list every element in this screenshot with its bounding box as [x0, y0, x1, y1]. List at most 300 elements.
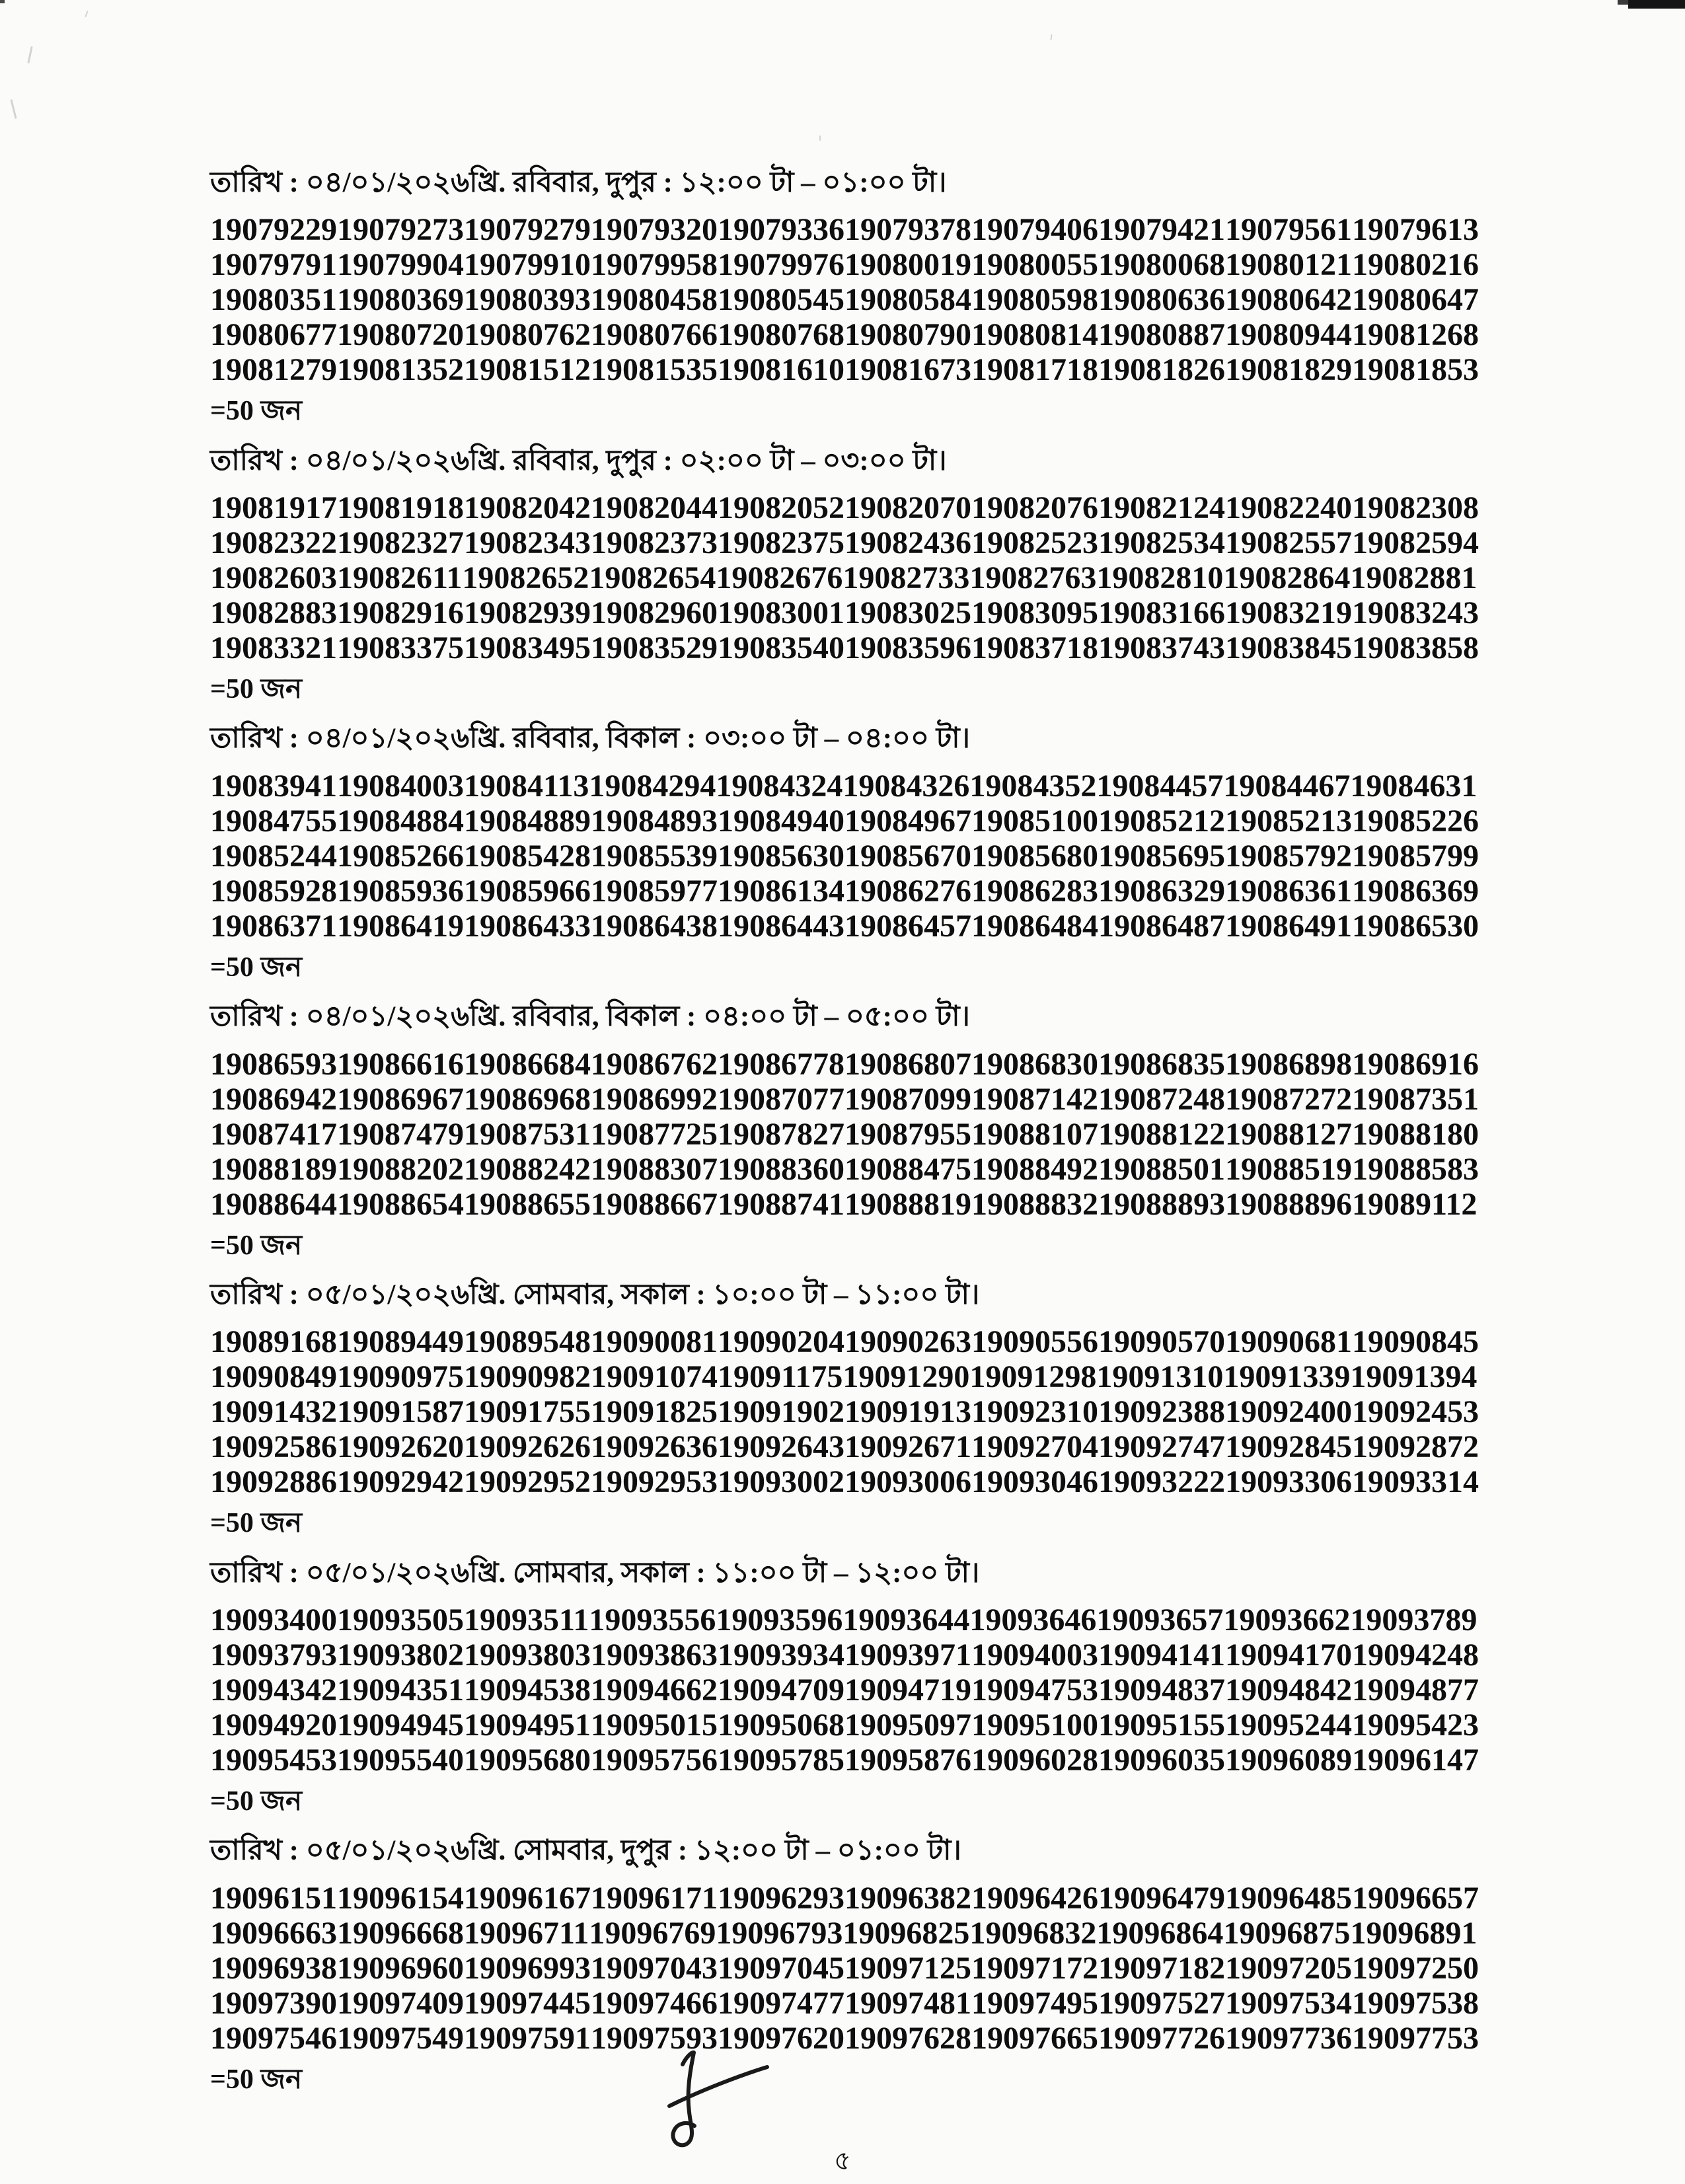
roll-number: 19095756 — [591, 1743, 718, 1778]
roll-number: 19088307 — [591, 1151, 718, 1187]
schedule-section — [210, 722, 1479, 983]
section-date-header: তারিখ : ০৫/০১/২০২৬খ্রি. সোমবার, সকাল : ১১:০০ টা – ১২:০০ টা। — [210, 1557, 980, 1589]
roll-number-row — [210, 1673, 1479, 1708]
roll-number: 19086283 — [971, 873, 1098, 909]
roll-number: 19085213 — [1225, 803, 1352, 839]
roll-number-row — [210, 352, 1479, 388]
roll-number: 19081826 — [1098, 352, 1225, 388]
roll-number-row — [210, 1359, 1478, 1395]
roll-number: 19093793 — [210, 1638, 337, 1673]
section-date-header: তারিখ : ০৫/০১/২০২৬খ্রি. সোমবার, সকাল : ১০:০০ টা – ১১:০০ টা। — [210, 1279, 980, 1310]
roll-number: 19097538 — [1352, 1985, 1479, 2021]
roll-number-row — [210, 2020, 1479, 2056]
roll-number: 19093596 — [716, 1602, 843, 1638]
roll-number: 19082960 — [591, 595, 718, 631]
roll-number: 19079336 — [718, 212, 844, 248]
roll-number-row — [210, 803, 1479, 839]
roll-number: 19082523 — [971, 525, 1098, 561]
roll-number: 19081673 — [844, 352, 971, 388]
roll-number: 19086484 — [971, 908, 1098, 944]
roll-number: 19084324 — [716, 768, 843, 804]
roll-number: 19080766 — [591, 317, 718, 353]
roll-number: 19097477 — [718, 1985, 844, 2021]
roll-number: 19095453 — [210, 1743, 337, 1778]
roll-number: 19096479 — [1098, 1880, 1225, 1916]
section-date-header: তারিখ : ০৫/০১/২০২৬খ্রি. সোমবার, দুপুর : ১২:০০ টা – ০১:০০ টা। — [210, 1835, 961, 1867]
roll-number: 19082939 — [464, 595, 591, 631]
roll-number: 19087351 — [1352, 1081, 1479, 1117]
roll-number: 19092586 — [210, 1429, 337, 1465]
roll-number: 19083743 — [1098, 630, 1225, 666]
roll-number: 19094003 — [971, 1638, 1098, 1673]
roll-number: 19093646 — [969, 1602, 1097, 1638]
roll-number-row — [210, 873, 1479, 909]
roll-number: 19085670 — [844, 838, 971, 874]
roll-number: 19082810 — [1096, 560, 1224, 596]
roll-number: 19094538 — [464, 1673, 591, 1708]
roll-number: 19095680 — [464, 1743, 591, 1778]
roll-number: 19088492 — [971, 1151, 1098, 1187]
roll-number-row — [210, 908, 1479, 944]
roll-number: 19093657 — [1096, 1602, 1224, 1638]
roll-number: 19080458 — [591, 282, 718, 318]
roll-number: 19091290 — [842, 1359, 970, 1395]
roll-number: 19088644 — [210, 1186, 337, 1222]
roll-number: 19080369 — [337, 282, 464, 318]
roll-number: 19088180 — [1352, 1116, 1479, 1152]
roll-number: 19086942 — [210, 1081, 337, 1117]
roll-number: 19081279 — [210, 352, 337, 388]
roll-number: 19088519 — [1225, 1151, 1352, 1187]
roll-number: 19084893 — [591, 803, 718, 839]
roll-number: 19085630 — [718, 838, 844, 874]
scan-edge-artifact — [1628, 0, 1685, 9]
roll-number: 19079279 — [464, 212, 591, 248]
roll-number: 19094842 — [1225, 1673, 1352, 1708]
roll-number: 19091902 — [718, 1394, 844, 1430]
roll-number: 19084631 — [1350, 768, 1478, 804]
roll-number: 19093006 — [844, 1464, 971, 1500]
schedule-section — [210, 445, 1479, 706]
section-total-count: =50 জন — [210, 952, 303, 983]
roll-number: 19097726 — [1098, 2020, 1225, 2056]
roll-number: 19088741 — [718, 1186, 844, 1222]
roll-number: 19088896 — [1225, 1186, 1352, 1222]
roll-number: 19092747 — [1098, 1429, 1225, 1465]
roll-number: 19086778 — [718, 1046, 844, 1082]
roll-number: 19082327 — [337, 525, 464, 561]
roll-number: 19093400 — [210, 1602, 337, 1638]
roll-number: 19083095 — [971, 595, 1098, 631]
roll-number: 19082534 — [1098, 525, 1225, 561]
roll-number: 19088360 — [718, 1151, 844, 1187]
roll-number: 19083596 — [844, 630, 971, 666]
roll-number: 19096154 — [337, 1880, 464, 1916]
roll-number: 19091825 — [591, 1394, 718, 1430]
signature-mark — [631, 2042, 829, 2154]
roll-number: 19096993 — [464, 1950, 591, 1986]
roll-number: 19083375 — [337, 630, 464, 666]
roll-number: 19092952 — [464, 1464, 591, 1500]
roll-number: 19087725 — [591, 1116, 718, 1152]
section-date-header: তারিখ : ০৪/০১/২০২৬খ্রি. রবিবার, বিকাল : ০৪:০০ টা – ০৫:০০ টা। — [210, 1001, 970, 1033]
roll-number: 19083941 — [210, 768, 337, 804]
roll-number: 19094837 — [1098, 1673, 1225, 1708]
roll-number: 19097445 — [464, 1985, 591, 2021]
section-date-header: তারিখ : ০৪/০১/২০২৬খ্রি. রবিবার, দুপুর : ১২:০০ টা – ০১:০০ টা। — [210, 167, 947, 198]
roll-number: 19084940 — [718, 803, 844, 839]
roll-number-row — [210, 1324, 1479, 1360]
roll-number: 19082240 — [1225, 490, 1352, 526]
roll-number: 19084457 — [1096, 768, 1224, 804]
roll-number: 19079910 — [464, 247, 591, 283]
roll-number: 19090570 — [1098, 1324, 1225, 1360]
roll-number: 19086419 — [337, 908, 464, 944]
roll-number: 19090681 — [1225, 1324, 1352, 1360]
roll-number: 19086835 — [1098, 1046, 1225, 1082]
roll-number: 19081829 — [1225, 352, 1352, 388]
roll-number: 19092453 — [1352, 1394, 1479, 1430]
roll-number: 19096663 — [210, 1915, 337, 1951]
roll-number: 19096089 — [1225, 1743, 1352, 1778]
roll-number: 19089449 — [337, 1324, 464, 1360]
roll-number: 19096147 — [1352, 1743, 1479, 1778]
roll-number: 19094719 — [844, 1673, 971, 1708]
roll-number: 19082042 — [464, 490, 591, 526]
roll-number: 19092620 — [337, 1429, 464, 1465]
roll-number: 19096035 — [1098, 1743, 1225, 1778]
roll-number: 19082436 — [844, 525, 971, 561]
roll-number: 19084755 — [210, 803, 337, 839]
roll-number: 19096711 — [464, 1915, 589, 1951]
roll-number-row — [210, 630, 1479, 666]
roll-number: 19097481 — [844, 1985, 971, 2021]
roll-number: 19087272 — [1225, 1081, 1352, 1117]
schedule-section — [210, 1557, 1479, 1818]
roll-number: 19082557 — [1225, 525, 1352, 561]
roll-number: 19086457 — [844, 908, 971, 944]
roll-number: 19084113 — [464, 768, 589, 804]
roll-number: 19097534 — [1225, 1985, 1352, 2021]
roll-number: 19086807 — [844, 1046, 971, 1082]
roll-number: 19088107 — [971, 1116, 1098, 1152]
roll-number: 19081535 — [591, 352, 718, 388]
roll-number: 19091755 — [464, 1394, 591, 1430]
roll-number: 19093662 — [1223, 1602, 1351, 1638]
roll-number: 19088475 — [844, 1151, 971, 1187]
roll-number: 19088501 — [1098, 1151, 1225, 1187]
scan-edge-artifact — [0, 0, 5, 3]
roll-number: 19079613 — [1352, 212, 1479, 248]
roll-number: 19096793 — [716, 1915, 843, 1951]
roll-number: 19082733 — [842, 560, 970, 596]
roll-number: 19093644 — [842, 1602, 970, 1638]
roll-number: 19083718 — [971, 630, 1098, 666]
roll-number-row — [210, 1081, 1479, 1117]
roll-number: 19079904 — [337, 247, 464, 283]
roll-number: 19080636 — [1098, 282, 1225, 318]
roll-number: 19085695 — [1098, 838, 1225, 874]
roll-number: 19086276 — [844, 873, 971, 909]
roll-number: 19086361 — [1225, 873, 1352, 909]
roll-number-row — [210, 1708, 1479, 1743]
roll-number: 19090081 — [591, 1324, 718, 1360]
roll-number-row — [210, 490, 1479, 526]
roll-number: 19097736 — [1225, 2020, 1352, 2056]
roll-number: 19091394 — [1350, 1359, 1478, 1395]
roll-number-row — [210, 1186, 1478, 1222]
roll-number: 19083529 — [591, 630, 718, 666]
roll-number: 19092388 — [1098, 1394, 1225, 1430]
roll-number: 19093002 — [718, 1464, 844, 1500]
scan-speck — [1050, 34, 1052, 40]
roll-number: 19080216 — [1352, 247, 1479, 283]
roll-number: 19095876 — [844, 1743, 971, 1778]
roll-number: 19092704 — [971, 1429, 1098, 1465]
roll-number: 19092872 — [1352, 1429, 1479, 1465]
roll-number-row — [210, 1151, 1479, 1187]
roll-number-row — [210, 1880, 1479, 1916]
roll-number: 19096769 — [589, 1915, 716, 1951]
roll-number-row — [210, 1915, 1478, 1951]
roll-number: 19081918 — [337, 490, 464, 526]
roll-number: 19093511 — [464, 1602, 589, 1638]
roll-number: 19090263 — [844, 1324, 971, 1360]
roll-number: 19083540 — [718, 630, 844, 666]
roll-number: 19086916 — [1352, 1046, 1479, 1082]
roll-number: 19085799 — [1352, 838, 1479, 874]
roll-number: 19085792 — [1225, 838, 1352, 874]
roll-number: 19094342 — [210, 1673, 337, 1708]
roll-number: 19088127 — [1225, 1116, 1352, 1152]
roll-number: 19082044 — [591, 490, 718, 526]
roll-number: 19084967 — [844, 803, 971, 839]
roll-number: 19091074 — [591, 1359, 718, 1395]
roll-number: 19082603 — [210, 560, 337, 596]
roll-number: 19090556 — [971, 1324, 1098, 1360]
roll-number: 19093556 — [589, 1602, 716, 1638]
roll-number: 19080768 — [718, 317, 844, 353]
roll-number: 19081610 — [718, 352, 844, 388]
roll-number: 19081512 — [464, 352, 591, 388]
section-total-count: =50 জন — [210, 396, 303, 427]
roll-number-row — [210, 525, 1479, 561]
roll-number: 19091587 — [337, 1394, 464, 1430]
roll-number: 19095100 — [971, 1708, 1098, 1743]
roll-number: 19096864 — [1096, 1915, 1224, 1951]
roll-number: 19093802 — [337, 1638, 464, 1673]
roll-number: 19095097 — [844, 1708, 971, 1743]
roll-number: 19083858 — [1352, 630, 1479, 666]
roll-number: 19080642 — [1225, 282, 1352, 318]
roll-number: 19085539 — [591, 838, 718, 874]
roll-number: 19087077 — [718, 1081, 844, 1117]
roll-number: 19097591 — [464, 2020, 591, 2056]
roll-number: 19086967 — [337, 1081, 464, 1117]
roll-number: 19080677 — [210, 317, 337, 353]
roll-number: 19088202 — [337, 1151, 464, 1187]
roll-number: 19089548 — [464, 1324, 591, 1360]
roll-number-row — [210, 1116, 1479, 1152]
roll-number: 19097495 — [971, 1985, 1098, 2021]
roll-number: 19081268 — [1352, 317, 1479, 353]
roll-number-row — [210, 560, 1478, 596]
section-total-count: =50 জন — [210, 1508, 303, 1539]
roll-number: 19085966 — [464, 873, 591, 909]
schedule-sections-container — [210, 167, 1479, 2113]
section-date-header: তারিখ : ০৪/০১/২০২৬খ্রি. রবিবার, দুপুর : ০২:০০ টা – ০৩:০০ টা। — [210, 445, 947, 476]
roll-number: 19094753 — [971, 1673, 1098, 1708]
roll-number: 19093222 — [1098, 1464, 1225, 1500]
roll-number: 19096382 — [844, 1880, 971, 1916]
roll-number: 19079378 — [844, 212, 971, 248]
roll-number: 19083001 — [718, 595, 844, 631]
schedule-section — [210, 1834, 1479, 2095]
roll-number-row — [210, 1429, 1479, 1465]
roll-number: 19097753 — [1352, 2020, 1479, 2056]
roll-number: 19086762 — [591, 1046, 718, 1082]
roll-number: 19094920 — [210, 1708, 337, 1743]
roll-number: 19086530 — [1352, 908, 1479, 944]
roll-number: 19079791 — [210, 247, 337, 283]
roll-number: 19092643 — [718, 1429, 844, 1465]
roll-number: 19094141 — [1098, 1638, 1225, 1673]
roll-number: 19093046 — [971, 1464, 1098, 1500]
roll-number: 19085928 — [210, 873, 337, 909]
roll-number: 19093934 — [718, 1638, 844, 1673]
roll-number: 19083243 — [1352, 595, 1479, 631]
roll-number: 19097045 — [718, 1950, 844, 1986]
roll-number: 19084889 — [464, 803, 591, 839]
roll-number: 19079976 — [718, 247, 844, 283]
roll-number-row — [210, 317, 1479, 353]
roll-number: 19089112 — [1352, 1186, 1478, 1222]
roll-number: 19088819 — [844, 1186, 971, 1222]
roll-number: 19085936 — [337, 873, 464, 909]
roll-number: 19095068 — [718, 1708, 844, 1743]
roll-number: 19090975 — [337, 1359, 464, 1395]
roll-number: 19096668 — [337, 1915, 464, 1951]
roll-number: 19086593 — [210, 1046, 337, 1082]
scan-speck — [27, 46, 32, 63]
roll-number: 19097549 — [337, 2020, 464, 2056]
roll-number: 19095155 — [1098, 1708, 1225, 1743]
section-total-count: =50 জন — [210, 1230, 303, 1261]
roll-number: 19084294 — [589, 768, 716, 804]
roll-number: 19081853 — [1352, 352, 1479, 388]
roll-number: 19089168 — [210, 1324, 337, 1360]
roll-number: 19094170 — [1225, 1638, 1352, 1673]
roll-number: 19092636 — [591, 1429, 718, 1465]
roll-number: 19083219 — [1225, 595, 1352, 631]
roll-number: 19083495 — [464, 630, 591, 666]
roll-number: 19097466 — [591, 1985, 718, 2021]
roll-number: 19087955 — [844, 1116, 971, 1152]
roll-number: 19091310 — [1096, 1359, 1224, 1395]
roll-number: 19096657 — [1352, 1880, 1479, 1916]
roll-number: 19096426 — [971, 1880, 1098, 1916]
roll-number-row — [210, 1743, 1479, 1778]
roll-number: 19094945 — [337, 1708, 464, 1743]
schedule-section — [210, 167, 1479, 428]
roll-number: 19082594 — [1352, 525, 1479, 561]
roll-number: 19090845 — [1352, 1324, 1479, 1360]
scan-edge-artifact — [1618, 0, 1628, 5]
roll-number: 19096891 — [1350, 1915, 1478, 1951]
roll-number: 19086438 — [591, 908, 718, 944]
roll-number: 19082652 — [462, 560, 589, 596]
roll-number: 19091339 — [1223, 1359, 1351, 1395]
roll-number: 19086433 — [464, 908, 591, 944]
roll-number: 19097250 — [1352, 1950, 1479, 1986]
roll-number: 19086684 — [464, 1046, 591, 1082]
section-total-count: =50 জন — [210, 674, 303, 705]
section-total-count: =50 জন — [210, 2064, 303, 2095]
roll-number-row — [210, 768, 1478, 804]
roll-number: 19086369 — [1352, 873, 1479, 909]
roll-number: 19085244 — [210, 838, 337, 874]
roll-number: 19085977 — [591, 873, 718, 909]
roll-number: 19084352 — [969, 768, 1097, 804]
roll-number: 19080647 — [1352, 282, 1479, 318]
roll-number: 19095540 — [337, 1743, 464, 1778]
roll-number: 19082654 — [589, 560, 716, 596]
roll-number: 19097546 — [210, 2020, 337, 2056]
roll-number: 19080584 — [844, 282, 971, 318]
roll-number: 19095015 — [591, 1708, 718, 1743]
roll-number: 19085212 — [1098, 803, 1225, 839]
roll-number: 19080351 — [210, 282, 337, 318]
page-number: ৫ — [834, 2146, 851, 2175]
roll-number: 19097628 — [844, 2020, 971, 2056]
schedule-section — [210, 1000, 1479, 1261]
roll-number: 19080019 — [844, 247, 971, 283]
roll-number: 19080393 — [464, 282, 591, 318]
roll-number-row — [210, 838, 1479, 874]
roll-number: 19088242 — [464, 1151, 591, 1187]
roll-number: 19090849 — [210, 1359, 337, 1395]
roll-number: 19082916 — [337, 595, 464, 631]
roll-number: 19087417 — [210, 1116, 337, 1152]
roll-number: 19093505 — [337, 1602, 464, 1638]
roll-number: 19082322 — [210, 525, 337, 561]
roll-number: 19087531 — [464, 1116, 591, 1152]
roll-number: 19088893 — [1098, 1186, 1225, 1222]
roll-number-row — [210, 1985, 1479, 2021]
roll-number: 19080598 — [971, 282, 1098, 318]
roll-number: 19086491 — [1225, 908, 1352, 944]
roll-number: 19086487 — [1098, 908, 1225, 944]
roll-number: 19096028 — [971, 1743, 1098, 1778]
roll-number: 19093789 — [1350, 1602, 1478, 1638]
roll-number: 19080055 — [971, 247, 1098, 283]
roll-number: 19097390 — [210, 1985, 337, 2021]
roll-number: 19095785 — [718, 1743, 844, 1778]
roll-number: 19096825 — [842, 1915, 970, 1951]
roll-number: 19094248 — [1352, 1638, 1479, 1673]
section-date-header: তারিখ : ০৪/০১/২০২৬খ্রি. রবিবার, বিকাল : ০৩:০০ টা – ০৪:০০ টা। — [210, 723, 970, 755]
roll-number: 19079229 — [210, 212, 337, 248]
roll-number-row — [210, 282, 1479, 318]
roll-number: 19092400 — [1225, 1394, 1352, 1430]
roll-number: 19086830 — [971, 1046, 1098, 1082]
roll-number: 19084467 — [1223, 768, 1351, 804]
roll-number: 19096960 — [337, 1950, 464, 1986]
roll-number: 19086968 — [464, 1081, 591, 1117]
section-total-count: =50 জন — [210, 1786, 303, 1817]
roll-number: 19087142 — [971, 1081, 1098, 1117]
schedule-section — [210, 1279, 1479, 1540]
